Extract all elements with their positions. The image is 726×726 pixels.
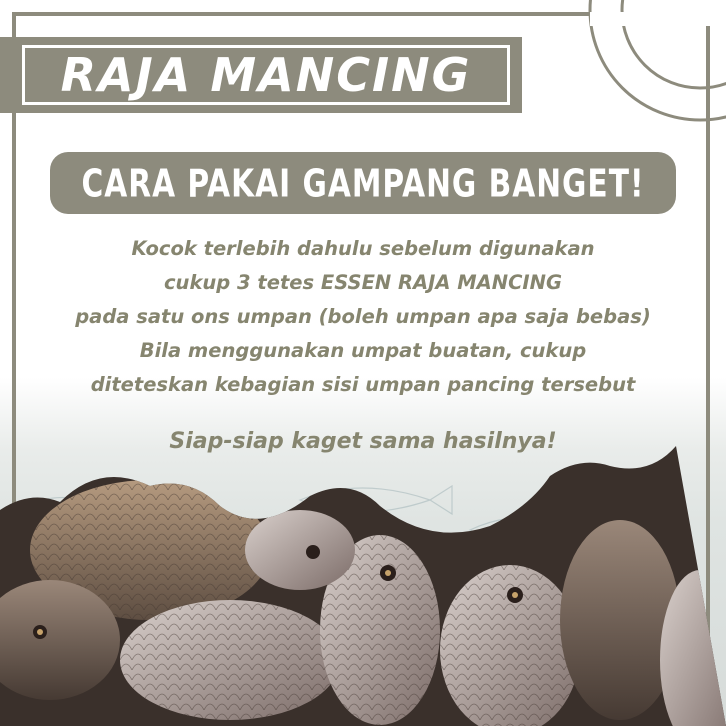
brand-banner-border: [22, 45, 510, 105]
instruction-line: cukup 3 tetes ESSEN RAJA MANCING: [164, 271, 562, 294]
instruction-line: Bila menggunakan umpat buatan, cukup: [139, 339, 587, 362]
headline-pill: [50, 152, 676, 214]
instructions-block: [20, 232, 706, 402]
brand-banner: [0, 37, 522, 113]
pile-of-carp-fish-photo: [0, 440, 726, 726]
headline-text: CARA PAKAI GAMPANG BANGET!: [81, 160, 645, 206]
brand-title: RAJA MANCING: [60, 48, 472, 102]
instruction-line: diteteskan kebagian sisi umpan pancing tersebut: [90, 373, 636, 396]
instruction-line: Kocok terlebih dahulu sebelum digunakan: [131, 237, 595, 260]
instruction-line: pada satu ons umpan (boleh umpan apa saja bebas): [75, 305, 651, 328]
tagline: Siap-siap kaget sama hasilnya!: [169, 429, 557, 454]
